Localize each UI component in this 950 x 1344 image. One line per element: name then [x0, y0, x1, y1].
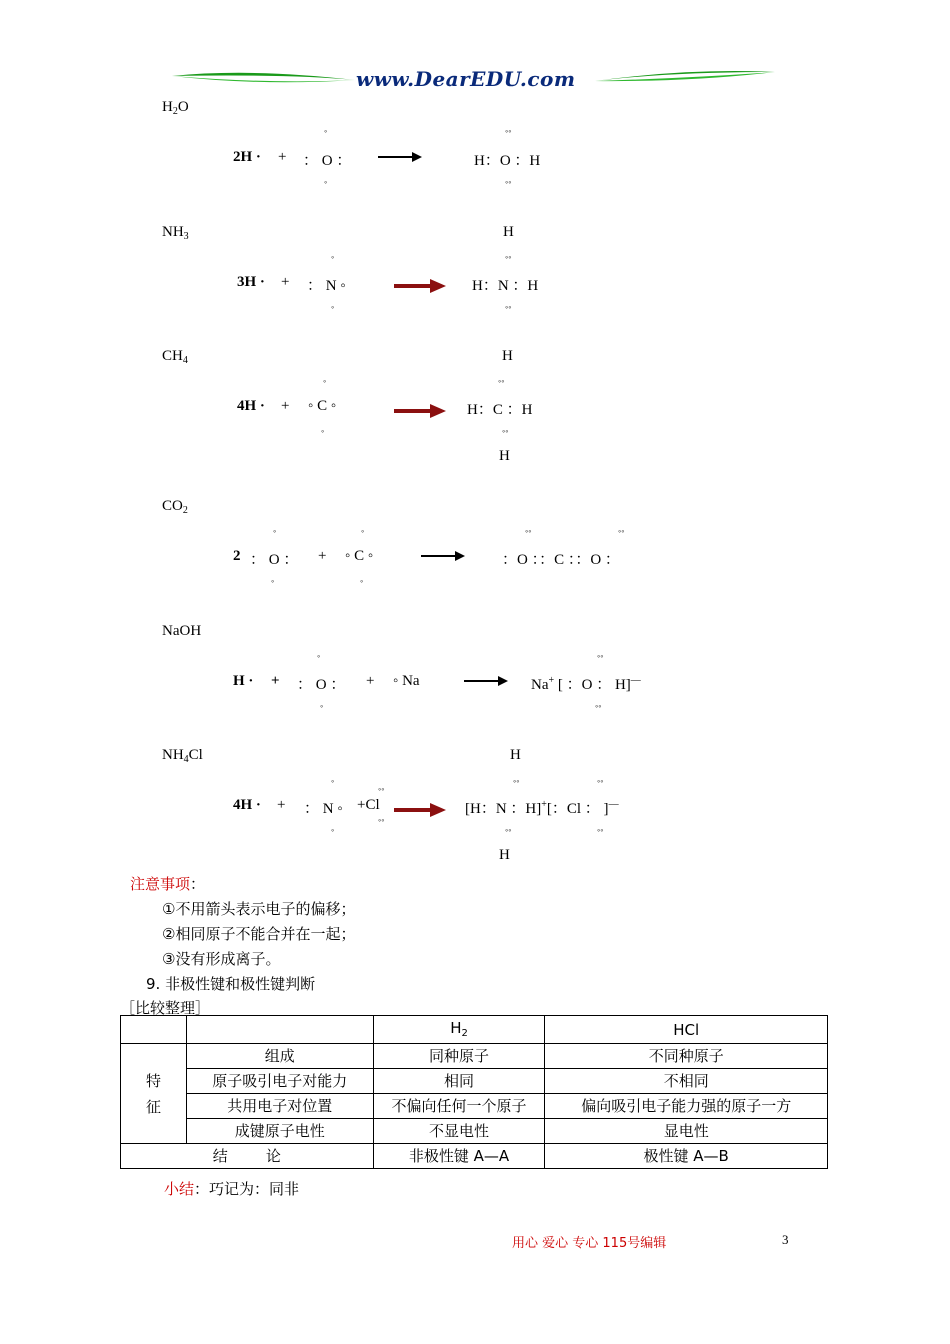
electron-dot: ◦ — [324, 177, 328, 187]
notes-heading: 注意事项： — [130, 875, 206, 893]
table-row — [121, 1119, 828, 1144]
table-cell: 组成 — [186, 1044, 373, 1069]
nh4cl-coefficient: 4H · — [233, 797, 261, 813]
h2o-coefficient: 2H · — [233, 149, 261, 165]
electron-dots: ◦◦ — [513, 776, 520, 786]
nh4cl-bottom-h: H — [499, 847, 510, 863]
formula-label-h2o: $H_2O$ — [162, 99, 189, 117]
electron-dots: ◦◦ — [505, 126, 512, 136]
co2-product: ：O ：：C ：：O ： — [502, 552, 620, 568]
conclusion-label: 结 论 — [121, 1144, 374, 1169]
arrow-black — [464, 674, 510, 688]
naoh-oxygen: ： O ： — [297, 677, 346, 693]
arrow-black — [378, 150, 424, 164]
electron-dot: ◦ — [271, 576, 275, 586]
electron-dots: ◦◦ — [498, 376, 505, 386]
electron-dots: ◦◦ — [597, 825, 604, 835]
nh3-plus: + — [281, 274, 290, 290]
co2-oxygen: ： O ： — [250, 552, 299, 568]
table-cell: 显电性 — [545, 1119, 828, 1144]
table-cell: 不偏向任何一个原子 — [373, 1094, 545, 1119]
nh4cl-nitrogen: ： N ◦ — [304, 801, 343, 817]
table-cell — [186, 1016, 373, 1044]
table-cell: 相同 — [373, 1069, 545, 1094]
naoh-plus-1: + — [271, 673, 280, 689]
formula-label-nh4cl: $NH_4Cl$ — [162, 747, 203, 765]
co2-plus: + — [318, 548, 327, 564]
electron-dot: ◦ — [331, 776, 335, 786]
electron-dots: ◦◦ — [505, 302, 512, 312]
table-conclusion-row — [121, 1144, 828, 1169]
formula-label-nh3: $NH_3$ — [162, 224, 189, 242]
h2o-oxygen: ： O ： — [303, 153, 352, 169]
table-cell: 成键原子电性 — [186, 1119, 373, 1144]
arrow-black — [421, 549, 467, 563]
naoh-plus-2: + — [366, 673, 375, 689]
table-cell: 不同种原子 — [545, 1044, 828, 1069]
arrow-red — [394, 277, 448, 295]
electron-dots: ◦◦ — [597, 776, 604, 786]
naoh-hydrogen: H · — [233, 673, 254, 689]
page-number: 3 — [782, 1232, 789, 1247]
ch4-coefficient: 4H · — [237, 398, 265, 414]
arrow-red — [394, 801, 448, 819]
electron-dot: ◦ — [320, 701, 324, 711]
compare-heading: ［比较整理］ — [120, 999, 211, 1017]
naoh-product: Na+ [ ：O ： H]— — [531, 675, 641, 693]
nh4cl-plus: + — [277, 797, 286, 813]
electron-dots: ◦◦ — [595, 701, 602, 711]
nh4cl-product: [H：N ：H]+[：Cl ： ]— — [465, 799, 619, 817]
nh3-nitrogen: ： N ◦ — [307, 278, 346, 294]
electron-dot: ◦ — [273, 526, 277, 536]
h2o-plus: + — [278, 149, 287, 165]
table-header-hcl: HCl — [545, 1016, 828, 1044]
site-banner[interactable]: www.DearEDU.com — [356, 67, 576, 91]
conclusion-hcl: 极性键 A—B — [545, 1144, 828, 1169]
table-cell — [121, 1016, 187, 1044]
naoh-sodium: ◦ Na — [393, 673, 420, 689]
table-cell: 不显电性 — [373, 1119, 545, 1144]
table-cell: 原子吸引电子对能力 — [186, 1069, 373, 1094]
ch4-plus: + — [281, 398, 290, 414]
table-cell: 共用电子对位置 — [186, 1094, 373, 1119]
electron-dot: ◦ — [331, 252, 335, 262]
ch4-bottom-h: H — [499, 448, 510, 464]
electron-dot: ◦ — [361, 526, 365, 536]
electron-dots: ◦◦ — [618, 526, 625, 536]
table-header-h2: $H_2$ — [373, 1016, 545, 1044]
table-cell: 不相同 — [545, 1069, 828, 1094]
note-item: ③没有形成离子。 — [162, 950, 281, 968]
electron-dots: ◦◦ — [525, 526, 532, 536]
nh3-top-h: H — [503, 224, 514, 240]
table-cell: 偏向吸引电子能力强的原子一方 — [545, 1094, 828, 1119]
co2-carbon: ◦ C ◦ — [345, 548, 374, 564]
conclusion-h2: 非极性键 A—A — [373, 1144, 545, 1169]
arrow-red — [394, 402, 448, 420]
electron-dots: ◦◦ — [505, 177, 512, 187]
table-header-row — [121, 1016, 828, 1044]
note-item: ②相同原子不能合并在一起； — [162, 925, 356, 943]
nh3-product: H：N ：H — [472, 278, 539, 294]
electron-dot: ◦ — [323, 376, 327, 386]
ch4-product: H：C ：H — [467, 402, 533, 418]
nh3-coefficient: 3H · — [237, 274, 265, 290]
ch4-carbon: ◦ C ◦ — [308, 398, 337, 414]
nh4cl-top-h: H — [510, 747, 521, 763]
feature-label: 特 征 — [121, 1044, 187, 1144]
footer-text: 用心 爱心 专心 115号编辑 — [512, 1236, 667, 1251]
electron-dot: ◦ — [331, 825, 335, 835]
co2-coefficient: 2 — [233, 548, 241, 564]
formula-label-naoh: NaOH — [162, 623, 202, 639]
formula-label-co2: $CO_2$ — [162, 498, 188, 516]
electron-dot: ◦ — [360, 576, 364, 586]
electron-dots: ◦◦ — [505, 252, 512, 262]
section-heading: 9. 非极性键和极性键判断 — [146, 975, 316, 993]
ch4-top-h: H — [502, 348, 513, 364]
electron-dots: ◦◦ — [505, 825, 512, 835]
comparison-table — [120, 1015, 828, 1169]
table-row — [121, 1094, 828, 1119]
table-row — [121, 1069, 828, 1094]
table-row — [121, 1044, 828, 1069]
electron-dots: ◦◦ — [378, 784, 385, 794]
nh4cl-chlorine: +Cl — [357, 797, 380, 813]
electron-dots: ◦◦ — [378, 815, 385, 825]
electron-dot: ◦ — [317, 651, 321, 661]
formula-label-ch4: $CH_4$ — [162, 348, 188, 366]
electron-dot: ◦ — [331, 302, 335, 312]
electron-dot: ◦ — [321, 426, 325, 436]
electron-dots: ◦◦ — [597, 651, 604, 661]
electron-dot: ◦ — [324, 126, 328, 136]
electron-dots: ◦◦ — [502, 426, 509, 436]
note-item: ①不用箭头表示电子的偏移； — [162, 900, 356, 918]
table-cell: 同种原子 — [373, 1044, 545, 1069]
h2o-product: H：O ：H — [474, 153, 541, 169]
summary-line: 小结：巧记为：同非 — [164, 1180, 300, 1198]
